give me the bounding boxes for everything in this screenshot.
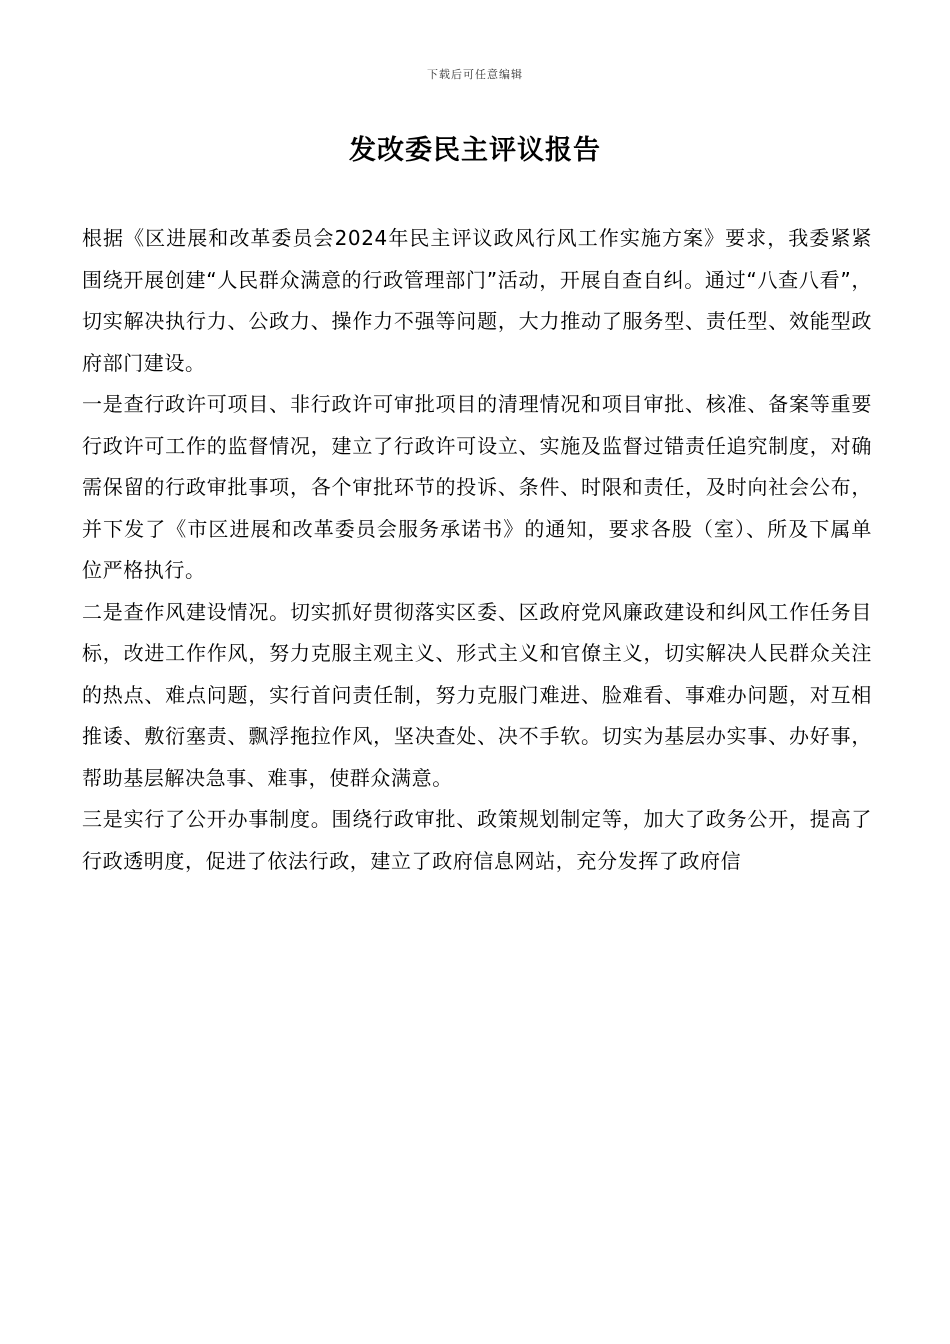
header-note: 下载后可任意编辑 xyxy=(427,68,523,81)
document-title: 发改委民主评议报告 xyxy=(349,135,601,166)
paragraph-first-item: 一是查行政许可项目、非行政许可审批项目的清理情况和项目审批、核准、备案等重要行政许可工作的监督情况，建立了行政许可设立、实施及监督过错责任追究制度，对确需保留的行政审批事项，各个审批环节的投诉、条件、时限和责任，及时向社会公布，并下发了《市区进展和改革委员会服务承诺书》的通知，要求各股（室）、所及下属单位严格执行。 xyxy=(82,392,872,582)
document-body xyxy=(82,218,872,882)
paragraph-third-item: 三是实行了公开办事制度。围绕行政审批、政策规划制定等，加大了政务公开，提高了行政透明度，促进了依法行政，建立了政府信息网站，充分发挥了政府信 xyxy=(82,807,872,873)
paragraph-second-item: 二是查作风建设情况。切实抓好贯彻落实区委、区政府党风廉政建设和纠风工作任务目标，改进工作作风，努力克服主观主义、形式主义和官僚主义，切实解决人民群众关注的热点、难点问题，实行首问责任制，努力克服门难进、脸难看、事难办问题，对互相推诿、敷衍塞责、飘浮拖拉作风，坚决查处、决不手软。切实为基层办实事、办好事，帮助基层解决急事、难事，使群众满意。 xyxy=(82,599,872,790)
paragraph-intro: 根据《区进展和改革委员会2024年民主评议政风行风工作实施方案》要求，我委紧紧围绕开展创建“人民群众满意的行政管理部门”活动，开展自查自纠。通过“八查八看”，切实解决执行力、公政力、操作力不强等问题，大力推动了服务型、责任型、效能型政府部门建设。 xyxy=(82,226,872,375)
